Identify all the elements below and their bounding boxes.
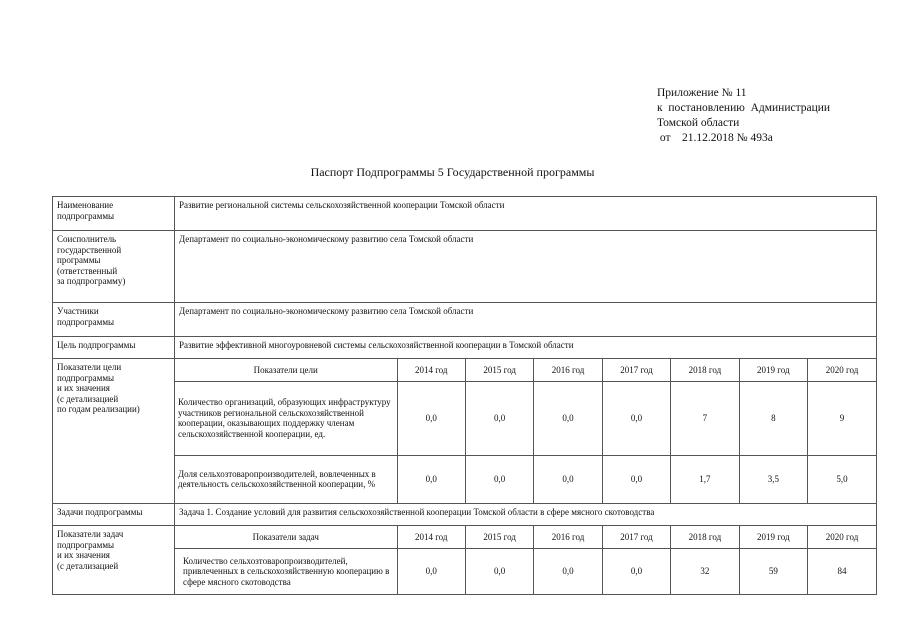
row-name	[53, 197, 877, 231]
goal-header-2015: 2015 год	[465, 359, 533, 381]
task-header-2018: 2018 год	[671, 526, 739, 548]
task-header-name: Показатели задач	[175, 526, 397, 548]
annex-line-3: Томской области	[657, 117, 740, 129]
table-row	[175, 548, 876, 594]
table-row	[175, 455, 876, 503]
goal-header-2014: 2014 год	[397, 359, 465, 381]
goal-indicator-1-name: Количество организаций, образующих инфраструктуру участников региональной сельскохозяйственной кооперации, оказывающих поддержку членам сельскохозяйственной кооперации, ед.	[175, 381, 397, 455]
goal-indicator-2-2018: 1,7	[671, 455, 739, 503]
task-header-2014: 2014 год	[397, 526, 465, 548]
task-indicator-1-2014: 0,0	[397, 548, 465, 594]
goal-indicator-1-2017: 0,0	[602, 381, 670, 455]
row-tasks-label: Задачи подпрограммы	[53, 504, 175, 526]
goal-indicator-2-name: Доля сельхозтоваропроизводителей, вовлеченных в деятельность сельскохозяйственной кооперации, %	[178, 468, 376, 490]
row-participants	[53, 303, 877, 337]
passport-table-wrap	[52, 196, 877, 595]
goal-indicators-table	[175, 359, 876, 503]
task-indicator-1-name: Количество сельхозтоваропроизводителей, привлеченных в сельскохозяйственную кооперацию в сфере мясного скотоводства	[183, 555, 390, 587]
row-name-value: Развитие региональной системы сельскохозяйственной кооперации Томской области	[175, 197, 877, 231]
row-name-label: Наименование подпрограммы	[53, 197, 175, 231]
task-indicators-header	[175, 526, 876, 548]
task-header-2017: 2017 год	[602, 526, 670, 548]
goal-indicator-2-2020: 5,0	[808, 455, 876, 503]
annex-block	[657, 86, 830, 146]
row-task-indicators-label: Показатели задач подпрограммы и их значения (с детализацией	[53, 526, 175, 595]
annex-line-1: Приложение № 11	[657, 87, 747, 99]
task-indicator-1-2020: 84	[808, 548, 876, 594]
goal-indicator-2-2016: 0,0	[534, 455, 602, 503]
row-goal-indicators	[53, 359, 877, 504]
passport-table	[52, 196, 877, 595]
task-indicator-1-2016: 0,0	[534, 548, 602, 594]
goal-indicator-1-2018: 7	[671, 381, 739, 455]
row-participants-label: Участники подпрограммы	[53, 303, 175, 337]
row-coexecutor-label: Соисполнитель государственной программы (ответственный за подпрограмму)	[53, 231, 175, 303]
task-header-2016: 2016 год	[534, 526, 602, 548]
row-task-indicators	[53, 526, 877, 595]
goal-indicators-cell	[175, 359, 877, 504]
row-participants-value: Департамент по социально-экономическому развитию села Томской области	[175, 303, 877, 337]
goal-indicator-1-2014: 0,0	[397, 381, 465, 455]
goal-indicator-2-2017: 0,0	[602, 455, 670, 503]
document-title: Паспорт Подпрограммы 5 Государственной программы	[310, 165, 595, 179]
task-indicator-1-2018: 32	[671, 548, 739, 594]
task-header-2020: 2020 год	[808, 526, 876, 548]
task-indicator-1-2015: 0,0	[465, 548, 533, 594]
row-coexecutor-value: Департамент по социально-экономическому развитию села Томской области	[175, 231, 877, 303]
row-tasks-value: Задача 1. Создание условий для развития сельскохозяйственной кооперации Томской области в сфере мясного скотоводства	[175, 504, 877, 526]
goal-indicators-header	[175, 359, 876, 381]
goal-indicator-1-2016: 0,0	[534, 381, 602, 455]
goal-header-2016: 2016 год	[534, 359, 602, 381]
row-coexecutor	[53, 231, 877, 303]
task-header-2015: 2015 год	[465, 526, 533, 548]
row-goal-value: Развитие эффективной многоуровневой системы сельскохозяйственной кооперации в Томской области	[175, 337, 877, 359]
goal-header-2019: 2019 год	[739, 359, 807, 381]
goal-indicator-1-2020: 9	[808, 381, 876, 455]
task-indicator-1-2019: 59	[739, 548, 807, 594]
goal-header-name: Показатели цели	[175, 359, 397, 381]
goal-indicator-2-2014: 0,0	[397, 455, 465, 503]
goal-indicator-1-2019: 8	[739, 381, 807, 455]
row-tasks	[53, 504, 877, 526]
goal-header-2018: 2018 год	[671, 359, 739, 381]
goal-header-2020: 2020 год	[808, 359, 876, 381]
goal-indicator-1-2015: 0,0	[465, 381, 533, 455]
task-indicators-table	[175, 526, 876, 594]
table-row	[175, 381, 876, 455]
annex-line-2: к постановлению Администрации	[657, 102, 831, 114]
task-header-2019: 2019 год	[739, 526, 807, 548]
row-goal-label: Цель подпрограммы	[53, 337, 175, 359]
goal-indicator-2-2015: 0,0	[465, 455, 533, 503]
row-goal	[53, 337, 877, 359]
task-indicator-1-2017: 0,0	[602, 548, 670, 594]
task-indicators-cell	[175, 526, 877, 595]
annex-line-4: от 21.12.2018 № 493а	[657, 132, 773, 144]
row-goal-indicators-label: Показатели цели подпрограммы и их значения (с детализацией по годам реализации)	[53, 359, 175, 504]
goal-header-2017: 2017 год	[602, 359, 670, 381]
goal-indicator-2-2019: 3,5	[739, 455, 807, 503]
